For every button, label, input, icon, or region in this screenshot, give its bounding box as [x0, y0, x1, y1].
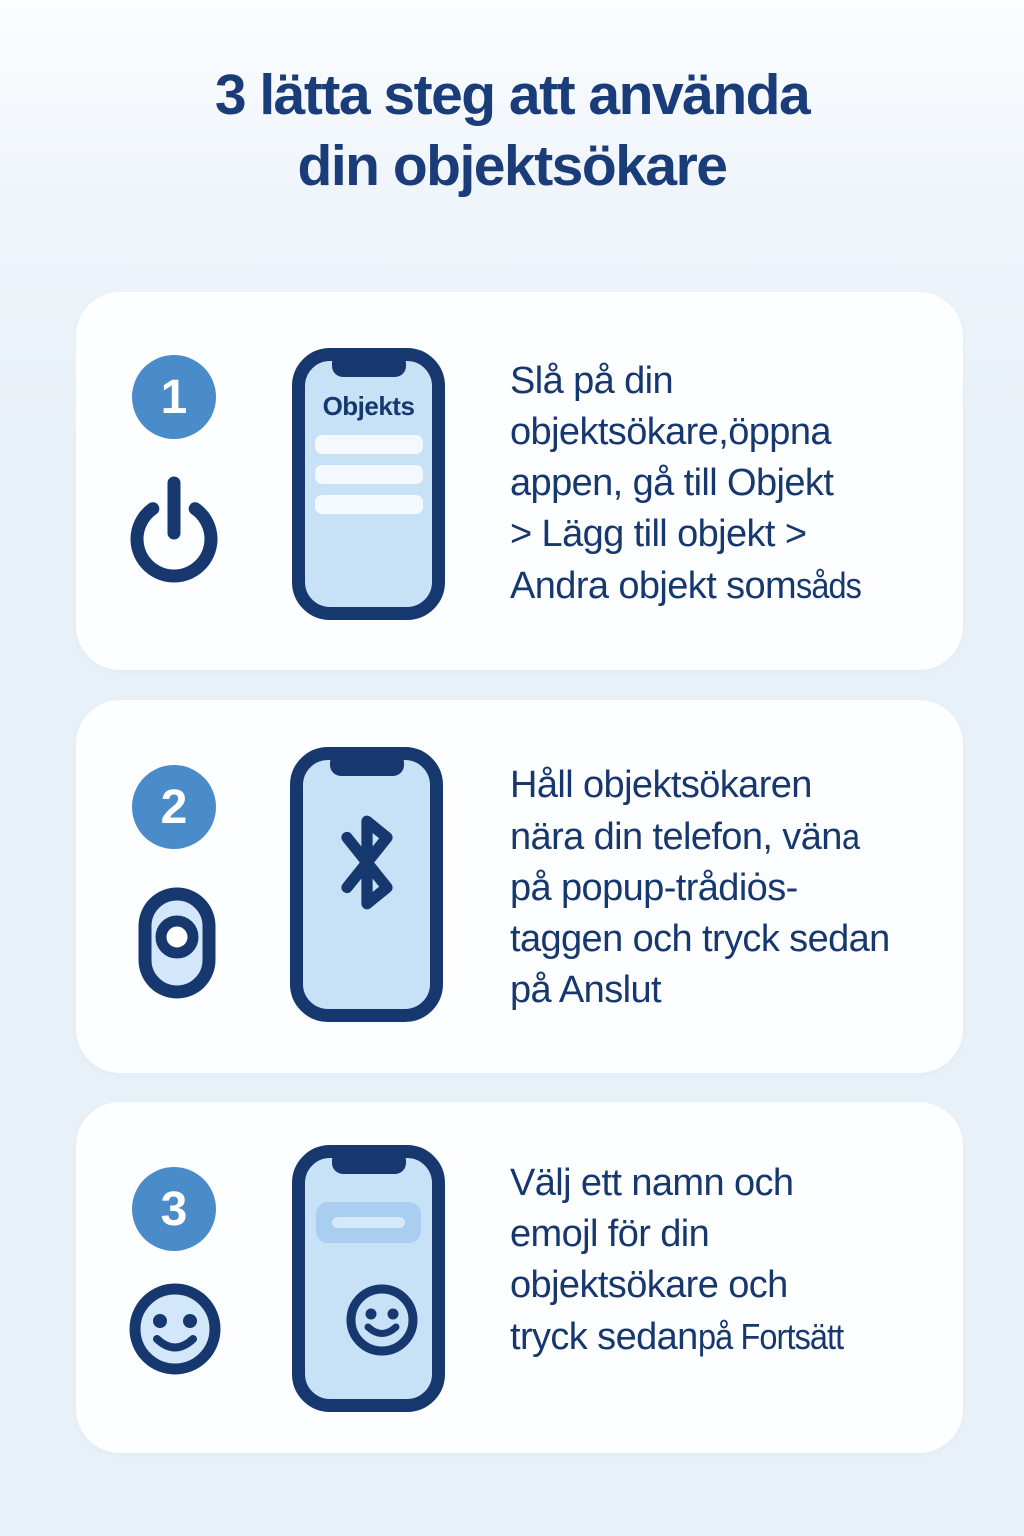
page-title [0, 60, 1024, 202]
step-text-line: appen, gå till Objekt [510, 462, 834, 504]
list-row [315, 495, 423, 514]
step-2-number: 2 [160, 780, 188, 834]
step-3-number: 3 [160, 1182, 188, 1236]
step-text-line: taggen och tryck sedan [510, 918, 890, 960]
step-text-line: Andra objekt somsåds [510, 565, 862, 607]
step-text-line: Håll objektsökaren [510, 764, 812, 806]
step-text-line: på Anslut [510, 969, 661, 1011]
phone-notch [332, 1156, 406, 1174]
step-3-text [510, 1158, 980, 1363]
name-input-field [316, 1202, 421, 1243]
step-card-3 [76, 1102, 963, 1453]
step-text-line: nära din telefon, väna [510, 816, 859, 858]
step-1-text [510, 356, 980, 612]
bluetooth-icon [303, 800, 430, 925]
phone-notch [330, 758, 404, 776]
phone-mockup-bluetooth [290, 747, 443, 1022]
step-3-number-badge [132, 1167, 216, 1251]
step-text-line: > Lägg till objekt > [510, 513, 807, 555]
step-text-line: emojl för din [510, 1213, 710, 1255]
step-1-number: 1 [160, 370, 188, 424]
step-text-line: på popup-trådiȯs- [510, 867, 798, 909]
tracker-tag-icon [138, 887, 216, 999]
step-1-number-badge [132, 355, 216, 439]
step-2-text [510, 760, 980, 1016]
smiley-icon [128, 1282, 222, 1376]
smiley-emoji-icon [346, 1284, 418, 1356]
step-text-line: objektsökare,öppna [510, 411, 831, 453]
phone-app-title: Objekts [322, 391, 415, 421]
step-text-line: tryck sedanpå Fortsätt [510, 1316, 844, 1358]
phone-mockup-objects-list [292, 348, 445, 620]
step-card-1 [76, 292, 963, 670]
step-card-2 [76, 700, 963, 1073]
step-2-number-badge [132, 765, 216, 849]
step-text-line: Välj ett namn och [510, 1162, 794, 1204]
power-icon [124, 475, 224, 585]
step-text-line: Slå på din [510, 360, 674, 402]
step-text-line: objektsökare och [510, 1264, 788, 1306]
phone-mockup-emoji-name [292, 1145, 445, 1412]
page-title-line1: 3 lätta steg att använda [214, 63, 810, 127]
page-title-line2: din objektsökare [297, 134, 727, 198]
list-row [315, 435, 423, 454]
list-row [315, 465, 423, 484]
name-input-value-pill [332, 1217, 405, 1228]
phone-notch [332, 359, 406, 377]
